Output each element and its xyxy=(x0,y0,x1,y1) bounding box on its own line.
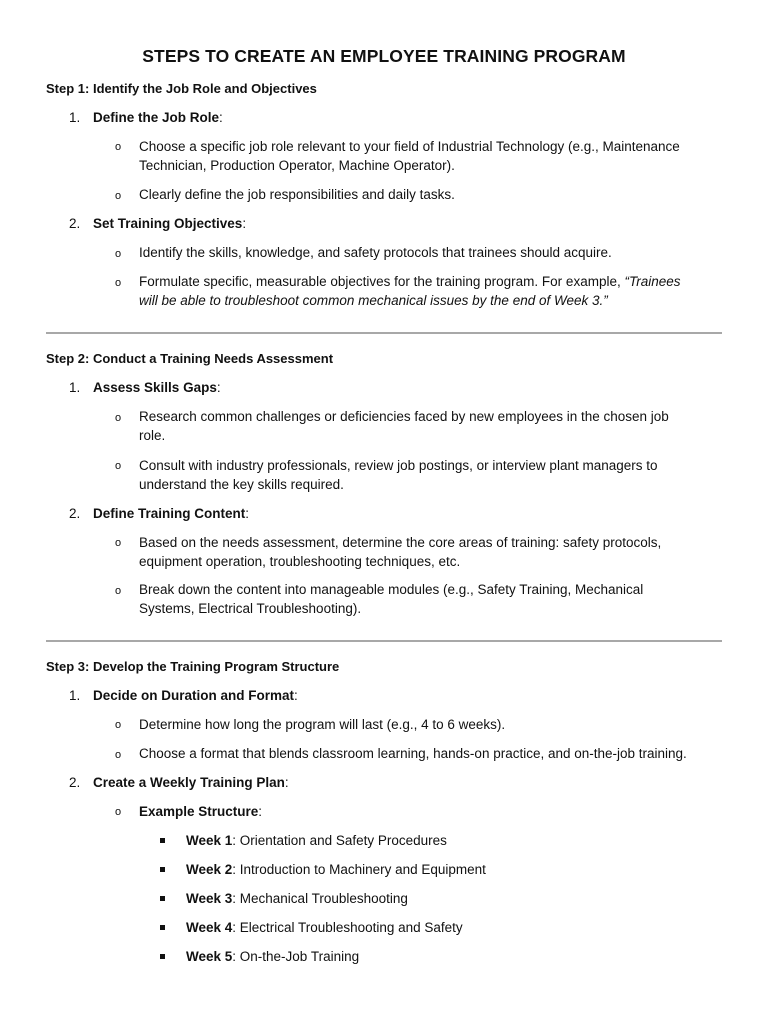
list-item-line: equipment operation, troubleshooting techniques, etc. xyxy=(139,554,461,569)
square-bullet-icon xyxy=(160,925,165,930)
week-item: Week 3: Mechanical Troubleshooting xyxy=(186,891,408,906)
list-item-line: Based on the needs assessment, determine the core areas of training: safety protocols, xyxy=(139,535,662,550)
list-item-line: Break down the content into manageable modules (e.g., Safety Training, Mechanical xyxy=(139,582,644,597)
bullet-circle-icon: o xyxy=(115,537,122,549)
bullet-circle-icon: o xyxy=(115,277,122,289)
list-item-line: Technician, Production Operator, Machine Operator). xyxy=(139,158,455,173)
step3-item2-label: Create a Weekly Training Plan: xyxy=(93,775,289,790)
bullet-circle-icon: o xyxy=(115,719,122,731)
step3-item1-label: Decide on Duration and Format: xyxy=(93,688,298,703)
square-bullet-icon xyxy=(160,867,165,872)
step2-heading: Step 2: Conduct a Training Needs Assessment xyxy=(46,351,334,366)
list-item-line-italic: will be able to troubleshoot common mechanical issues by the end of Week 3.” xyxy=(139,293,608,308)
document-title: STEPS TO CREATE AN EMPLOYEE TRAINING PROGRAM xyxy=(142,46,626,66)
step3-item1-number: 1. xyxy=(69,688,81,703)
week-item: Week 1: Orientation and Safety Procedures xyxy=(186,833,447,848)
week-item: Week 4: Electrical Troubleshooting and Safety xyxy=(186,920,463,935)
step1-item1-label: Define the Job Role: xyxy=(93,110,223,125)
list-item-line: Identify the skills, knowledge, and safety protocols that trainees should acquire. xyxy=(139,245,612,260)
list-item-line: role. xyxy=(139,428,166,443)
list-item-line: Formulate specific, measurable objectives for the training program. For example, “Trainees xyxy=(139,274,681,289)
list-item-line: Systems, Electrical Troubleshooting). xyxy=(139,601,362,616)
bullet-circle-icon: o xyxy=(115,190,122,202)
step2-item2-label: Define Training Content: xyxy=(93,506,250,521)
list-item-line: Research common challenges or deficiencies faced by new employees in the chosen job xyxy=(139,409,669,424)
week-item: Week 2: Introduction to Machinery and Equipment xyxy=(186,862,486,877)
list-item-line: Choose a format that blends classroom learning, hands-on practice, and on-the-job training. xyxy=(139,746,687,761)
step2-item2-number: 2. xyxy=(69,506,81,521)
week-item: Week 5: On-the-Job Training xyxy=(186,949,360,964)
example-structure-label: Example Structure: xyxy=(139,804,263,819)
step2-item1-label: Assess Skills Gaps: xyxy=(93,380,221,395)
list-item-line: understand the key skills required. xyxy=(139,477,344,492)
step1-item2-label: Set Training Objectives: xyxy=(93,216,247,231)
square-bullet-icon xyxy=(160,838,165,843)
list-item-line: Choose a specific job role relevant to your field of Industrial Technology (e.g., Maintenance xyxy=(139,139,680,154)
step2-item1-number: 1. xyxy=(69,380,81,395)
section-divider xyxy=(46,332,722,334)
step1-item2-number: 2. xyxy=(69,216,81,231)
step3-heading: Step 3: Develop the Training Program Structure xyxy=(46,659,340,674)
list-item-line: Clearly define the job responsibilities and daily tasks. xyxy=(139,187,455,202)
list-item-line: Consult with industry professionals, review job postings, or interview plant managers to xyxy=(139,458,658,473)
bullet-circle-icon: o xyxy=(115,412,122,424)
list-item-line: Determine how long the program will last (e.g., 4 to 6 weeks). xyxy=(139,717,506,732)
step1-heading: Step 1: Identify the Job Role and Objectives xyxy=(46,81,317,96)
bullet-circle-icon: o xyxy=(115,460,122,472)
bullet-circle-icon: o xyxy=(115,806,122,818)
bullet-circle-icon: o xyxy=(115,585,122,597)
step3-item2-number: 2. xyxy=(69,775,81,790)
square-bullet-icon xyxy=(160,896,165,901)
section-divider xyxy=(46,640,722,642)
bullet-circle-icon: o xyxy=(115,141,122,153)
bullet-circle-icon: o xyxy=(115,749,122,761)
bullet-circle-icon: o xyxy=(115,248,122,260)
step1-item1-number: 1. xyxy=(69,110,81,125)
square-bullet-icon xyxy=(160,954,165,959)
